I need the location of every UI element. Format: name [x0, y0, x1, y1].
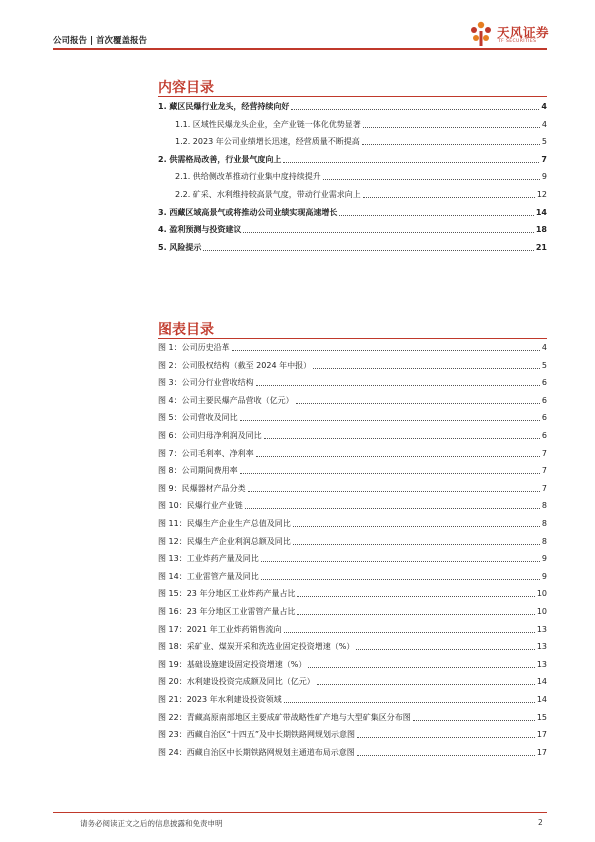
figure-entry[interactable]	[158, 413, 547, 423]
toc-entry-page: 5	[541, 137, 547, 147]
toc-entry-title: 1. 藏区民爆行业龙头，经营持续向好	[158, 102, 290, 111]
figure-entry[interactable]	[158, 660, 547, 670]
figure-leader-dots	[357, 755, 535, 756]
figure-entry[interactable]	[158, 431, 547, 441]
figure-entry-title: 图 20：水利建设投资完成额及同比（亿元）	[158, 677, 315, 687]
logo-chinese-name: 天风证券	[497, 25, 550, 40]
figure-entry[interactable]	[158, 449, 547, 459]
company-logo	[467, 20, 550, 50]
toc-entry-title: 2.1. 供给侧改革推动行业集中度持续提升	[175, 172, 321, 182]
figure-entry-page: 5	[541, 360, 547, 370]
figure-entry[interactable]	[158, 343, 547, 353]
toc-entry[interactable]	[175, 190, 547, 200]
figure-leader-dots	[245, 508, 540, 509]
figure-entry-page: 14	[536, 695, 547, 704]
figure-leader-dots	[284, 702, 535, 703]
figures-title: 图表目录	[158, 322, 214, 338]
figure-leader-dots	[248, 491, 540, 492]
toc-leader-dots	[339, 215, 533, 216]
footer-disclaimer: 请务必阅读正文之后的信息披露和免责申明	[80, 819, 223, 828]
figure-entry-title: 图 16：23 年分地区工业雷管产量占比	[158, 607, 296, 616]
figure-entry[interactable]	[158, 625, 547, 635]
toc-entry-page: 12	[536, 190, 547, 199]
figure-leader-dots	[261, 579, 540, 580]
figure-entry-page: 6	[541, 413, 547, 423]
figure-entry[interactable]	[158, 748, 547, 758]
toc-entry-page: 21	[535, 242, 547, 252]
figure-entry[interactable]	[158, 537, 547, 547]
toc-leader-dots	[291, 109, 539, 110]
toc-entry[interactable]	[175, 120, 547, 130]
figure-entry-title: 图 19：基础设施建设固定投资增速（%）	[158, 659, 307, 669]
toc-entry[interactable]	[175, 172, 547, 182]
figure-entry-title: 图 7：公司毛利率、净利率	[158, 448, 254, 458]
toc-leader-dots	[243, 232, 533, 233]
figure-entry-title: 图 23：西藏自治区“十四五”及中长期铁路网规划示意图	[158, 730, 356, 740]
figure-entry[interactable]	[158, 361, 547, 371]
figure-entry-title: 图 14：工业雷管产量及同比	[158, 571, 259, 581]
figure-entry-page: 9	[541, 571, 547, 581]
figure-entry-title: 图 4：公司主要民爆产品营收（亿元）	[158, 395, 294, 405]
figure-entry-title: 图 22：青藏高原南部地区主要成矿带战略性矿产地与大型矿集区分布图	[158, 712, 411, 722]
figure-entry-page: 6	[541, 378, 547, 388]
figure-leader-dots	[232, 350, 540, 351]
figure-entry-title: 图 9：民爆器材产品分类	[158, 483, 246, 493]
figure-leader-dots	[293, 544, 540, 545]
footer-divider	[53, 812, 547, 813]
toc-entry-title: 1.2. 2023 年公司业绩增长迅速，经营质量不断提高	[175, 137, 360, 147]
figure-entry[interactable]	[158, 677, 547, 687]
figure-entry[interactable]	[158, 466, 547, 476]
toc-entry[interactable]	[158, 225, 547, 235]
figure-entry-page: 7	[541, 448, 547, 458]
figure-leader-dots	[240, 473, 540, 474]
toc-entry-page: 7	[541, 154, 547, 164]
toc-entry-page: 4	[541, 102, 547, 111]
figure-leader-dots	[297, 596, 534, 597]
toc-entry-page: 14	[535, 207, 547, 217]
page-number: 2	[538, 818, 543, 827]
figure-leader-dots	[284, 632, 535, 633]
figure-entry-page: 4	[541, 343, 547, 352]
figure-entry[interactable]	[158, 484, 547, 494]
toc-entry[interactable]	[158, 155, 547, 165]
toc-entry[interactable]	[158, 102, 547, 112]
figure-entry-page: 7	[541, 483, 547, 493]
figure-entry-page: 17	[536, 730, 547, 740]
figure-entry-title: 图 3：公司分行业营收结构	[158, 378, 254, 388]
figure-entry[interactable]	[158, 713, 547, 723]
figure-entry-page: 13	[536, 624, 547, 634]
figure-leader-dots	[308, 667, 534, 668]
toc-title-divider	[158, 96, 547, 97]
figure-entry-title: 图 12：民爆生产企业利润总额及同比	[158, 536, 291, 546]
toc-entry-title: 4. 盈利预测与投资建议	[158, 225, 242, 235]
header-divider	[53, 48, 547, 50]
tf-flower-logo-icon	[467, 20, 495, 48]
figure-entry-page: 13	[536, 659, 547, 669]
figure-entry-page: 13	[536, 642, 547, 652]
toc-entry-title: 5. 风险提示	[158, 242, 202, 252]
figure-entry[interactable]	[158, 572, 547, 582]
figure-entry-title: 图 11：民爆生产企业生产总值及同比	[158, 519, 291, 528]
logo-english-name: TF SECURITIES	[498, 39, 537, 44]
figure-entry-title: 图 18：采矿业、煤炭开采和洗选业固定投资增速（%）	[158, 642, 355, 652]
toc-entry[interactable]	[158, 243, 547, 253]
figure-leader-dots	[293, 526, 540, 527]
toc-title: 内容目录	[158, 80, 214, 96]
toc-entry-title: 1.1. 区域性民爆龙头企业，全产业链一体化优势显著	[175, 119, 361, 129]
figure-entry-title: 图 13：工业炸药产量及同比	[158, 554, 259, 564]
figure-leader-dots	[356, 649, 534, 650]
toc-leader-dots	[362, 144, 540, 145]
figure-leader-dots	[317, 684, 535, 685]
figure-entry-page: 8	[541, 501, 547, 511]
figures-title-divider	[158, 338, 547, 339]
figure-entry-title: 图 10：民爆行业产业链	[158, 501, 243, 511]
figure-leader-dots	[297, 614, 534, 615]
figure-leader-dots	[240, 420, 540, 421]
figure-leader-dots	[256, 456, 540, 457]
figure-leader-dots	[413, 720, 535, 721]
toc-leader-dots	[363, 127, 540, 128]
figure-entry-title: 图 2：公司股权结构（截至 2024 年中报）	[158, 360, 312, 370]
figure-entry-title: 图 17：2021 年工业炸药销售流向	[158, 624, 282, 634]
toc-leader-dots	[363, 197, 535, 198]
figure-entry[interactable]	[158, 554, 547, 564]
figure-entry[interactable]	[158, 695, 547, 705]
toc-entry-page: 9	[541, 172, 547, 182]
figure-entry-title: 图 5：公司营收及同比	[158, 413, 238, 423]
figure-entry[interactable]	[158, 501, 547, 511]
figure-entry[interactable]	[158, 519, 547, 529]
figure-entry[interactable]	[158, 730, 547, 740]
figure-entry-title: 图 1：公司历史沿革	[158, 343, 230, 352]
toc-entry[interactable]	[158, 208, 547, 218]
figure-leader-dots	[264, 438, 540, 439]
figure-entry-page: 6	[541, 431, 547, 440]
figure-entry[interactable]	[158, 396, 547, 406]
figure-entry[interactable]	[158, 607, 547, 617]
figure-entry-page: 10	[536, 607, 547, 616]
toc-entry-title: 2. 供需格局改善，行业景气度向上	[158, 154, 282, 164]
figure-entry-title: 图 6：公司归母净利润及同比	[158, 431, 262, 440]
figure-entry-page: 9	[541, 554, 547, 564]
figure-entry[interactable]	[158, 589, 547, 599]
figure-entry-page: 7	[541, 466, 547, 476]
figure-entry-title: 图 24：西藏自治区中长期铁路网规划主通道布局示意图	[158, 747, 355, 757]
figure-leader-dots	[313, 368, 540, 369]
figure-entry-title: 图 21：2023 年水利建设投资领域	[158, 695, 282, 704]
report-type-label: 公司报告 | 首次覆盖报告	[53, 36, 148, 46]
toc-leader-dots	[203, 250, 533, 251]
figure-leader-dots	[357, 737, 535, 738]
figure-leader-dots	[256, 385, 540, 386]
toc-leader-dots	[323, 179, 540, 180]
figure-entry-page: 10	[536, 589, 547, 599]
figure-entry-title: 图 15：23 年分地区工业炸药产量占比	[158, 589, 296, 599]
figure-entry-page: 14	[536, 677, 547, 687]
toc-leader-dots	[283, 162, 539, 163]
figure-entry-page: 6	[541, 395, 547, 405]
toc-entry-page: 18	[535, 225, 547, 235]
toc-entry-title: 2.2. 矿采、水利维持较高景气度，带动行业需求向上	[175, 190, 361, 199]
figure-entry-page: 17	[536, 747, 547, 757]
figure-entry[interactable]	[158, 642, 547, 652]
figure-entry-page: 8	[541, 536, 547, 546]
figure-entry-title: 图 8：公司期间费用率	[158, 466, 238, 476]
toc-entry-title: 3. 西藏区域高景气或将推动公司业绩实现高速增长	[158, 207, 338, 217]
figure-leader-dots	[296, 403, 540, 404]
figure-entry-page: 8	[541, 519, 547, 528]
figure-entry-page: 15	[536, 712, 547, 722]
toc-entry-page: 4	[541, 119, 547, 129]
toc-entry[interactable]	[175, 137, 547, 147]
figure-leader-dots	[261, 561, 540, 562]
figure-entry[interactable]	[158, 378, 547, 388]
